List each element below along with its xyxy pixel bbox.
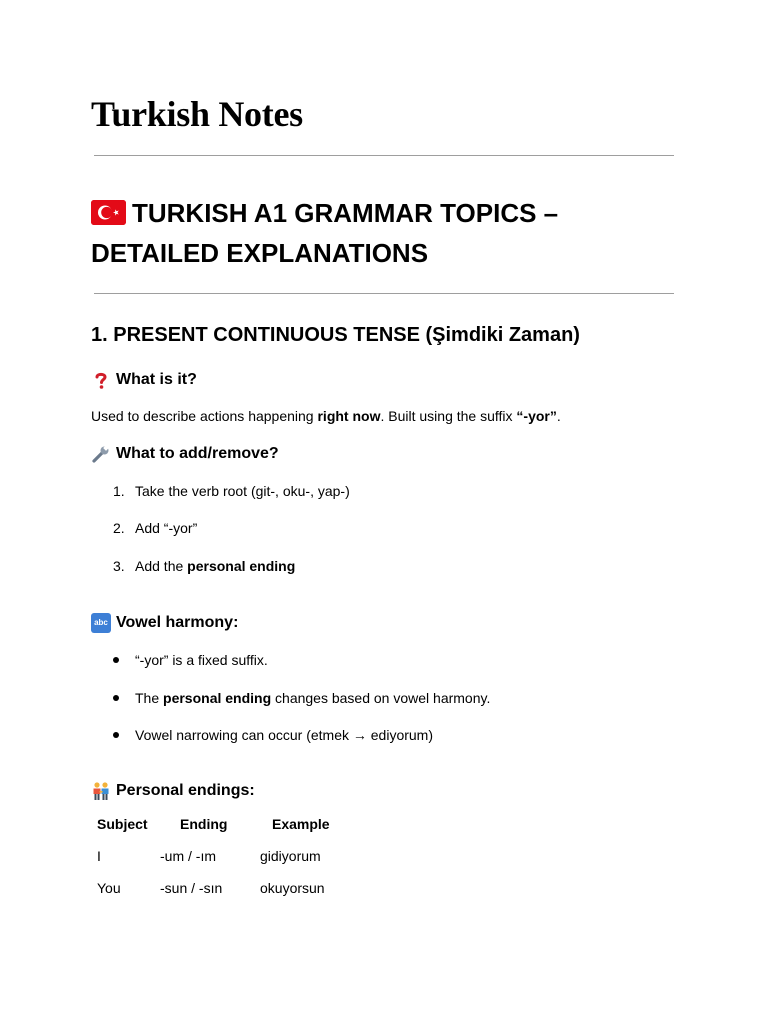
bullet-emphasis: personal ending (163, 690, 272, 706)
list-item-text: Take the verb root (git-, oku-, yap-) (135, 483, 350, 499)
bullet-item (113, 725, 433, 745)
list-item (113, 556, 295, 576)
table-cell: okuyorsun (260, 880, 325, 896)
question-mark-icon (91, 370, 111, 390)
bullet-text: The (135, 690, 164, 706)
table-cell: -um / -ım (160, 848, 216, 864)
vowel-harmony-label: Vowel harmony: (116, 614, 239, 631)
vowel-harmony-heading (91, 612, 238, 634)
what-to-add-label: What to add/remove? (116, 445, 279, 462)
horizontal-divider (94, 293, 674, 294)
bullet-dot (113, 695, 119, 701)
bullet-item (113, 688, 490, 708)
bullet-text: Vowel narrowing can occur (etmek → ediyorum) (135, 727, 434, 743)
abc-icon: abc (91, 613, 111, 633)
table-cell: You (97, 880, 121, 896)
list-item (113, 481, 350, 501)
document-title: Turkish Notes (91, 94, 303, 134)
list-item-text: Add “-yor” (135, 520, 198, 536)
bullet-dot (113, 732, 119, 738)
personal-endings-label: Personal endings: (116, 782, 255, 799)
wrench-icon (91, 444, 111, 464)
turkey-flag-icon (91, 200, 126, 225)
what-to-add-heading (91, 443, 279, 465)
suffix-emphasis: “-yor” (516, 408, 557, 424)
list-item (113, 518, 197, 538)
column-header-example: Example (272, 816, 330, 832)
list-item-text: Add the (135, 558, 188, 574)
definition-text: . Built using the suffix (380, 408, 517, 424)
bullet-text: “-yor” is a fixed suffix. (135, 652, 268, 668)
definition-text: . (556, 408, 561, 424)
section-heading (91, 193, 691, 273)
definition-text: Used to describe actions happening (91, 408, 318, 424)
personal-endings-heading (91, 780, 255, 802)
list-number: 2. (113, 520, 125, 536)
list-item-emphasis: personal ending (187, 558, 296, 574)
table-cell: I (97, 848, 101, 864)
section-heading-text: TURKISH A1 GRAMMAR TOPICS – DETAILED EXPLANATIONS (91, 198, 559, 268)
bullet-item (113, 650, 268, 670)
table-cell: -sun / -sın (160, 880, 223, 896)
list-number: 1. (113, 483, 125, 499)
definition-paragraph (91, 406, 561, 426)
personal-endings-table (91, 808, 392, 904)
column-header-ending: Ending (180, 816, 228, 832)
bullet-text: changes based on vowel harmony. (271, 690, 491, 706)
topic-heading: 1. PRESENT CONTINUOUS TENSE (Şimdiki Zaman) (91, 324, 580, 346)
definition-emphasis: right now (317, 408, 381, 424)
table-cell: gidiyorum (260, 848, 321, 864)
column-header-subject: Subject (97, 816, 148, 832)
list-number: 3. (113, 558, 125, 574)
table-row (91, 840, 392, 872)
horizontal-divider (94, 155, 674, 156)
what-is-it-label: What is it? (116, 371, 197, 388)
table-header-row (91, 808, 392, 840)
table-row (91, 872, 392, 904)
what-is-it-heading (91, 369, 197, 391)
bullet-dot (113, 657, 119, 663)
people-holding-hands-icon (91, 781, 111, 801)
